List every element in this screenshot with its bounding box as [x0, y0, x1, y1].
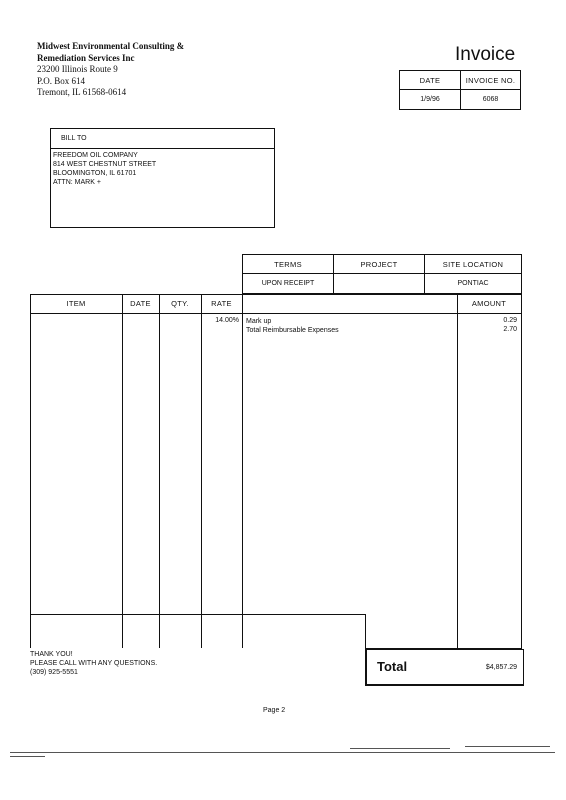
total-box	[365, 649, 524, 686]
terms-value: UPON RECEIPT	[243, 274, 334, 294]
date-header: DATE	[400, 71, 461, 90]
bottom-rule	[350, 748, 450, 749]
page-label: Page 2	[263, 707, 286, 714]
company-line: P.O. Box 614	[37, 75, 86, 86]
site-location-value: PONTIAC	[425, 274, 522, 294]
item-header: ITEM	[66, 299, 86, 308]
line-item-description: Total Reimbursable Expenses	[246, 327, 339, 334]
items-table	[30, 294, 522, 649]
bill-to-box	[50, 128, 275, 228]
invoice-meta-table	[399, 70, 521, 110]
invoice-number-header: INVOICE NO.	[461, 71, 521, 90]
footer-note	[30, 650, 157, 677]
bill-to-label: BILL TO	[51, 129, 274, 149]
footer-line: THANK YOU!	[30, 651, 73, 658]
company-line: 23200 Illinois Route 9	[37, 64, 118, 74]
rate-value: 14.00%	[215, 317, 239, 324]
bill-to-line: FREEDOM OIL COMPANY	[53, 152, 138, 159]
bottom-rule	[10, 756, 45, 757]
project-value	[334, 274, 425, 294]
footer-line: (309) 925-5551	[30, 669, 78, 676]
line-item-amount: 0.29	[503, 317, 517, 324]
bottom-rule	[10, 752, 555, 753]
amount-header: AMOUNT	[471, 299, 507, 308]
total-value: $4,857.29	[485, 664, 517, 671]
rate-header: RATE	[211, 299, 232, 308]
qty-header: QTY.	[171, 299, 189, 308]
bottom-rule	[465, 746, 550, 747]
bill-to-line: BLOOMINGTON, IL 61701	[53, 170, 137, 177]
invoice-number: 6068	[461, 90, 521, 110]
date-column-header: DATE	[130, 299, 151, 308]
total-label: Total	[377, 659, 408, 674]
company-line: Midwest Environmental Consulting &	[37, 41, 185, 51]
company-address	[37, 41, 184, 99]
line-item-description: Mark up	[246, 318, 272, 325]
document-title: Invoice	[455, 44, 516, 65]
terms-header: TERMS	[243, 255, 334, 274]
company-line: Remediation Services Inc	[37, 52, 135, 63]
bill-to-line: ATTN: MARK +	[53, 179, 101, 186]
footer-line: PLEASE CALL WITH ANY QUESTIONS.	[30, 660, 158, 667]
site-location-header: SITE LOCATION	[425, 255, 522, 274]
terms-table	[242, 254, 522, 294]
project-header: PROJECT	[334, 255, 425, 274]
company-line: Tremont, IL 61568-0614	[37, 87, 127, 97]
line-item-amount: 2.70	[503, 326, 517, 333]
invoice-date: 1/9/96	[400, 90, 461, 110]
bill-to-line: 814 WEST CHESTNUT STREET	[53, 161, 157, 168]
